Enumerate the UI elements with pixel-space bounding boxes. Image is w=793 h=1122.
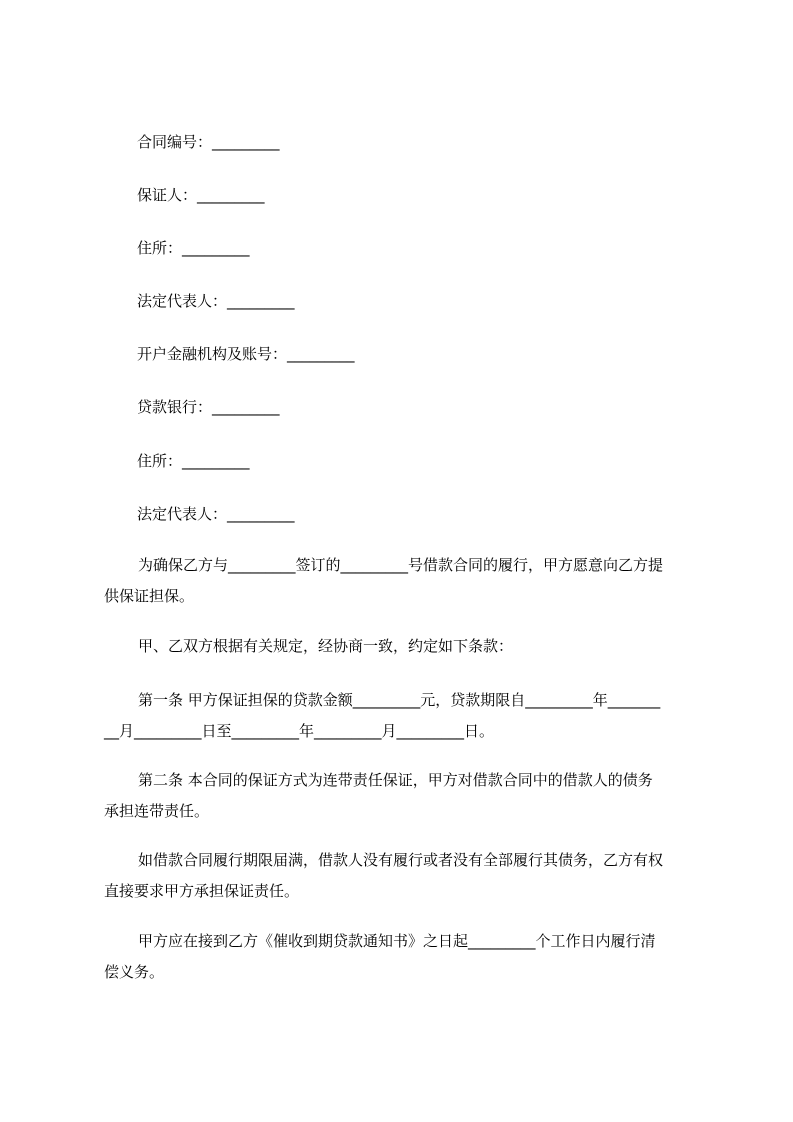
repayment-line-1: 甲方应在接到乙方《催收到期贷款通知书》之日起_________个工作日内履行清 [138, 932, 656, 950]
contract-number-field: 合同编号：_________ [137, 133, 280, 151]
article-1-line-2: __月_________日至_________年_________月_________日。 [104, 722, 495, 740]
purpose-line-2: 供保证担保。 [104, 587, 195, 605]
default-liability-line-2: 直接要求甲方承担保证责任。 [104, 882, 300, 900]
guarantor-field: 保证人：_________ [137, 186, 265, 204]
article-1-line-1: 第一条 甲方保证担保的贷款金额_________元，贷款期限自_________年_______ [138, 691, 661, 709]
article-2-paragraph [104, 765, 702, 827]
repayment-line-2: 偿义务。 [104, 963, 165, 981]
default-liability-line-1: 如借款合同履行期限届满，借款人没有履行或者没有全部履行其债务，乙方有权 [138, 851, 664, 869]
bank-legal-representative-field: 法定代表人：_________ [137, 505, 295, 523]
purpose-paragraph [104, 550, 702, 612]
bank-address-field: 住所：_________ [137, 452, 250, 470]
article-2-line-1: 第二条 本合同的保证方式为连带责任保证，甲方对借款合同中的借款人的债务 [138, 771, 653, 789]
guarantor-address-field: 住所：_________ [137, 239, 250, 257]
agreement-paragraph [104, 631, 702, 662]
default-liability-paragraph [104, 845, 702, 907]
bank-account-field: 开户金融机构及账号：_________ [137, 345, 355, 363]
article-1-paragraph [104, 685, 702, 747]
agreement-line-1: 甲、乙双方根据有关规定，经协商一致，约定如下条款： [138, 637, 514, 655]
article-2-line-2: 承担连带责任。 [104, 802, 210, 820]
purpose-line-1: 为确保乙方与_________签订的_________号借款合同的履行，甲方愿意向乙方提 [138, 556, 664, 574]
guarantor-legal-representative-field: 法定代表人：_________ [137, 292, 295, 310]
repayment-paragraph [104, 926, 702, 988]
lending-bank-field: 贷款银行：_________ [137, 398, 280, 416]
